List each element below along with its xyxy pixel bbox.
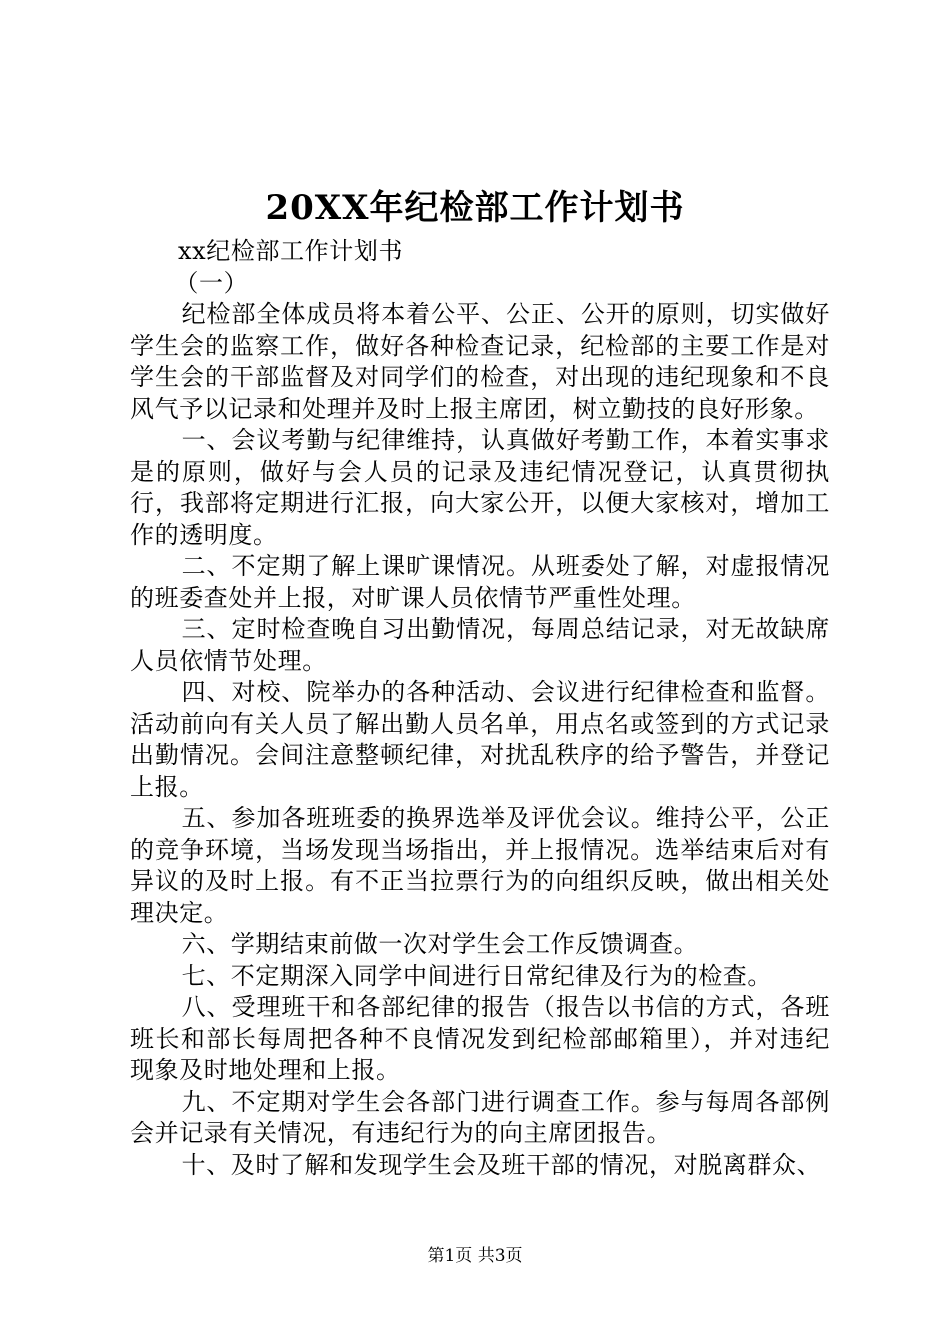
paragraph-item-10: 十、及时了解和发现学生会及班干部的情况，对脱离群众、 [181, 1150, 822, 1179]
page-footer: 第1页 共3页 [427, 1246, 523, 1266]
document-title: 20XX年纪检部工作计划书 [265, 188, 685, 228]
paragraph-item-6: 六、学期结束前做一次对学生会工作反馈调查。 [181, 930, 699, 958]
paragraph-item-2: 二、不定期了解上课旷课情况。从班委处了解，对虚报情况的班委查处并上报，对旷课人员依情节严重性处理。 [130, 552, 830, 612]
paragraph-item-9: 九、不定期对学生会各部门进行调查工作。参与每周各部例会并记录有关情况，有违纪行为的向主席团报告。 [130, 1087, 830, 1147]
paragraph-item-1: 一、会议考勤与纪律维持，认真做好考勤工作，本着实事求是的原则，做好与会人员的记录及违纪情况登记，认真贯彻执行，我部将定期进行汇报，向大家公开，以便大家核对，增加工作的透明度。 [130, 426, 830, 549]
paragraph-item-8: 八、受理班干和各部纪律的报告（报告以书信的方式，各班班长和部长每周把各种不良情况发到纪检部邮箱里），并对违纪现象及时地处理和上报。 [130, 993, 830, 1084]
paragraph-intro: 纪检部全体成员将本着公平、公正、公开的原则，切实做好学生会的监察工作，做好各种检查记录，纪检部的主要工作是对学生会的干部监督及对同学们的检查，对出现的违纪现象和不良风气予以记录和处理并及时上报主席团，树立勤技的良好形象。 [130, 300, 830, 423]
document-subtitle: xx纪检部工作计划书 [178, 237, 404, 265]
paragraph-item-5: 五、参加各班班委的换界选举及评优会议。维持公平，公正的竞争环境，当场发现当场指出，并上报情况。选举结束后对有异议的及时上报。有不正当拉票行为的向组织反映，做出相关处理决定。 [130, 804, 830, 927]
document-body [130, 236, 830, 1181]
paragraph-item-3: 三、定时检查晚自习出勤情况，每周总结记录，对无故缺席人员依情节处理。 [130, 615, 830, 675]
section-marker: （一） [174, 268, 249, 297]
paragraph-item-7: 七、不定期深入同学中间进行日常纪律及行为的检查。 [181, 961, 772, 990]
paragraph-item-4: 四、对校、院举办的各种活动、会议进行纪律检查和监督。活动前向有关人员了解出勤人员名单，用点名或签到的方式记录出勤情况。会间注意整顿纪律，对扰乱秩序的给予警告，并登记上报。 [130, 678, 830, 801]
